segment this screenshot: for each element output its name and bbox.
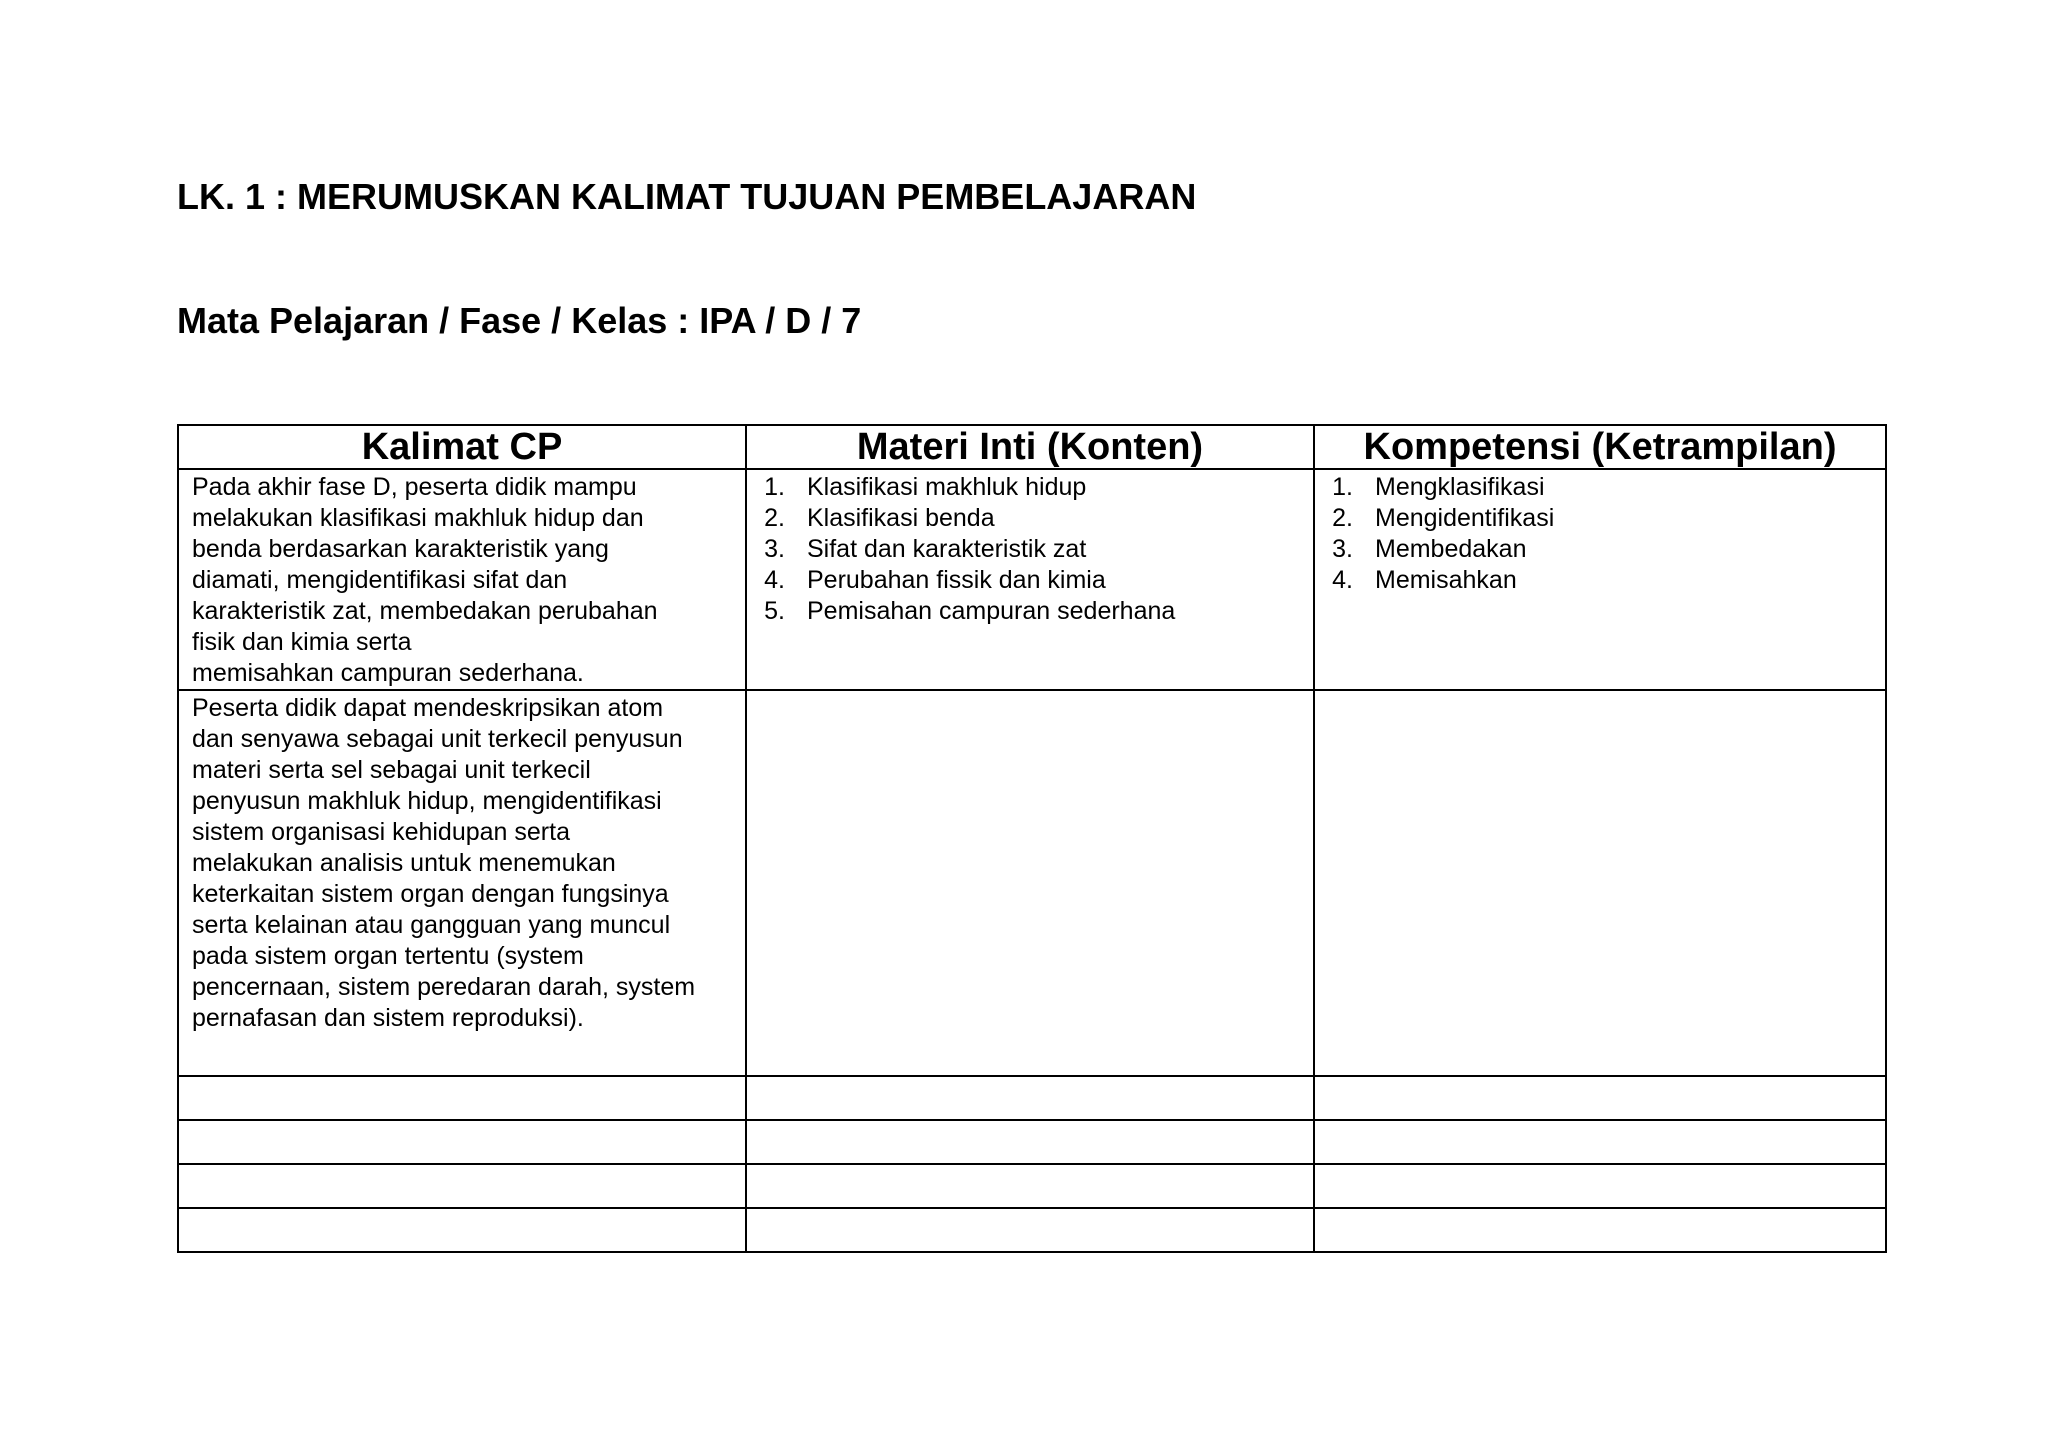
empty-cell	[178, 1208, 746, 1252]
list-item: 2. Klasifikasi benda	[764, 504, 995, 532]
empty-cell	[746, 1076, 1314, 1120]
learning-objectives-table	[177, 424, 1887, 1253]
empty-table-row	[178, 1164, 1886, 1208]
empty-cell	[1314, 1208, 1886, 1252]
empty-cell	[1314, 1076, 1886, 1120]
document-title: LK. 1 : MERUMUSKAN KALIMAT TUJUAN PEMBELAJARAN	[177, 176, 1197, 217]
kompetensi-cell	[1314, 469, 1886, 690]
list-item: 4. Perubahan fissik dan kimia	[764, 566, 1106, 594]
materi-cell	[746, 690, 1314, 1076]
empty-cell	[1314, 1164, 1886, 1208]
list-item: 3. Membedakan	[1332, 535, 1527, 563]
empty-cell	[746, 1164, 1314, 1208]
empty-cell	[746, 1208, 1314, 1252]
list-item: 2. Mengidentifikasi	[1332, 504, 1555, 532]
cp-text: Peserta didik dapat mendeskripsikan atom dan senyawa sebagai unit terkecil penyusun materi serta sel sebagai unit terkecil penyusun makhluk hidup, mengidentifikasi sistem organisasi kehidupan serta melakukan analisis untuk menemukan keterkaitan sistem organ dengan fungsinya serta kelainan atau gangguan yang muncul pada sistem organ tertentu (system pencernaan, sistem peredaran darah, system pernafasan dan sistem reproduksi).	[192, 694, 696, 1032]
list-item: 1. Klasifikasi makhluk hidup	[764, 473, 1087, 501]
subject-phase-class: Mata Pelajaran / Fase / Kelas : IPA / D / 7	[177, 300, 862, 341]
list-item: 5. Pemisahan campuran sederhana	[764, 597, 1176, 625]
table-row	[178, 690, 1886, 1076]
empty-cell	[746, 1120, 1314, 1164]
list-item: 4. Memisahkan	[1332, 566, 1517, 594]
header-kalimat-cp: Kalimat CP	[178, 425, 746, 469]
list-item: 3. Sifat dan karakteristik zat	[764, 535, 1087, 563]
cp-cell	[178, 690, 746, 1076]
cp-cell	[178, 469, 746, 690]
kompetensi-cell	[1314, 690, 1886, 1076]
empty-cell	[178, 1120, 746, 1164]
header-kompetensi: Kompetensi (Ketrampilan)	[1314, 425, 1886, 469]
cp-text: Pada akhir fase D, peserta didik mampu melakukan klasifikasi makhluk hidup dan benda berdasarkan karakteristik yang diamati, mengidentifikasi sifat dan karakteristik zat, membedakan perubahan fisik dan kimia serta memisahkan campuran sederhana.	[192, 473, 658, 687]
kompetensi-list	[1315, 472, 1885, 596]
empty-cell	[1314, 1120, 1886, 1164]
materi-cell	[746, 469, 1314, 690]
empty-cell	[178, 1076, 746, 1120]
empty-table-row	[178, 1076, 1886, 1120]
materi-list	[747, 472, 1313, 627]
empty-cell	[178, 1164, 746, 1208]
empty-table-row	[178, 1208, 1886, 1252]
table-header-row	[178, 425, 1886, 469]
table-row	[178, 469, 1886, 690]
empty-table-row	[178, 1120, 1886, 1164]
header-materi-inti: Materi Inti (Konten)	[746, 425, 1314, 469]
list-item: 1. Mengklasifikasi	[1332, 473, 1545, 501]
